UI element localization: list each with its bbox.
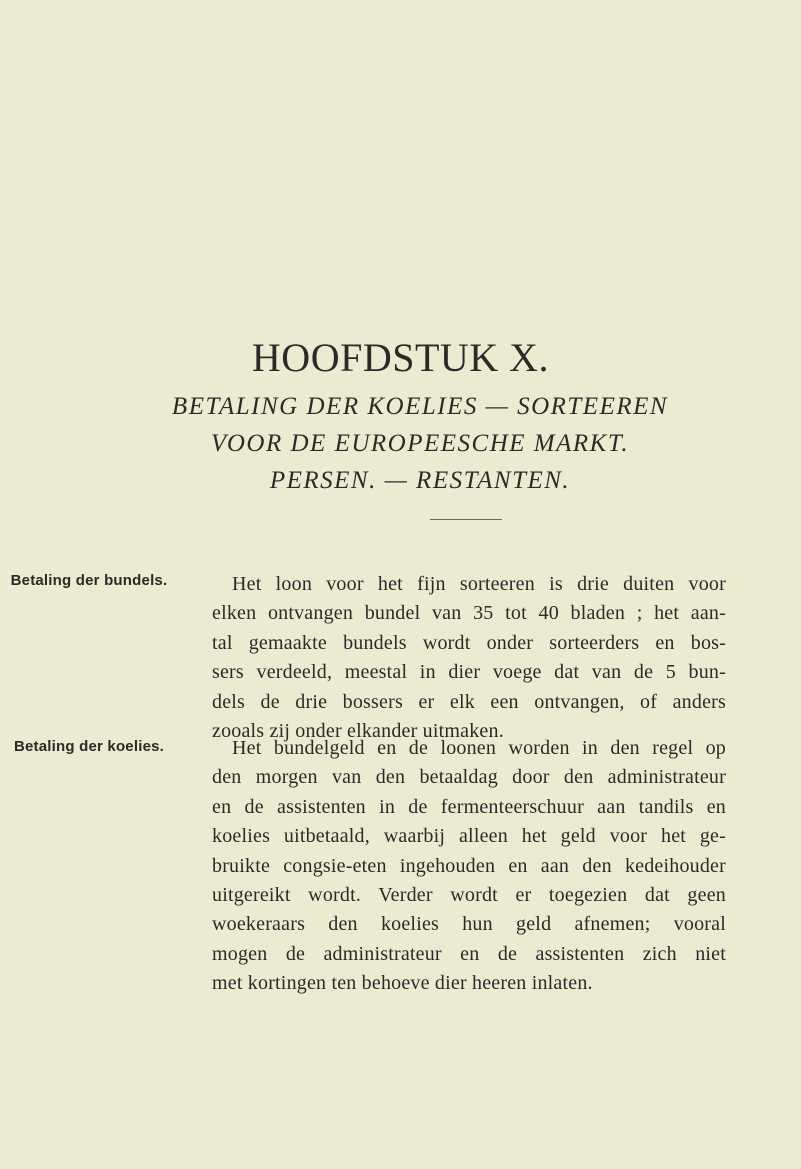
paragraph-line: uitgereikt wordt. Verder wordt er toegezien dat geen	[212, 884, 726, 907]
paragraph-line: woekeraars den koelies hun geld afnemen; vooral	[212, 913, 726, 936]
chapter-subtitle	[150, 388, 690, 499]
subtitle-line: PERSEN. — RESTANTEN.	[269, 467, 571, 494]
paragraph-line: bruikte congsie-eten ingehouden en aan den kedeihouder	[212, 854, 726, 877]
paragraph-line: elken ontvangen bundel van 35 tot 40 bladen ; het aan-	[212, 602, 726, 625]
paragraph-line: zooals zij onder elkander uitmaken.	[212, 720, 504, 743]
chapter-title: HOOFDSTUK X.	[251, 335, 550, 380]
paragraph-line: sers verdeeld, meestal in dier voege dat van de 5 bun-	[212, 661, 726, 684]
paragraph-line: Het bundelgeld en de loonen worden in den regel op	[232, 737, 726, 759]
paragraph-line: koelies uitbetaald, waarbij alleen het geld voor het ge-	[212, 825, 726, 848]
paragraph-line: met kortingen ten behoeve dier heeren inlaten.	[212, 972, 593, 995]
paragraph-betaling-koelies	[212, 734, 726, 999]
paragraph-betaling-bundels	[212, 570, 726, 746]
paragraph-line: den morgen van den betaaldag door den administrateur	[212, 766, 726, 789]
section-divider	[430, 519, 502, 520]
margin-note-betaling-bundels: Betaling der bundels.	[10, 572, 168, 589]
paragraph-line: dels de drie bossers er elk een ontvangen, of anders	[212, 690, 726, 713]
paragraph-line: mogen de administrateur en de assistenten zich niet	[212, 942, 726, 965]
paragraph-line: en de assistenten in de fermenteerschuur aan tandils en	[212, 795, 726, 818]
subtitle-line: BETALING DER KOELIES — SORTEEREN	[171, 393, 669, 420]
paragraph-line: Het loon voor het fijn sorteeren is drie duiten voor	[232, 573, 726, 595]
margin-note-betaling-koelies: Betaling der koelies.	[13, 738, 165, 755]
paragraph-line: tal gemaakte bundels wordt onder sorteerders en bos-	[212, 631, 726, 654]
subtitle-line: VOOR DE EUROPEESCHE MARKT.	[210, 430, 630, 457]
